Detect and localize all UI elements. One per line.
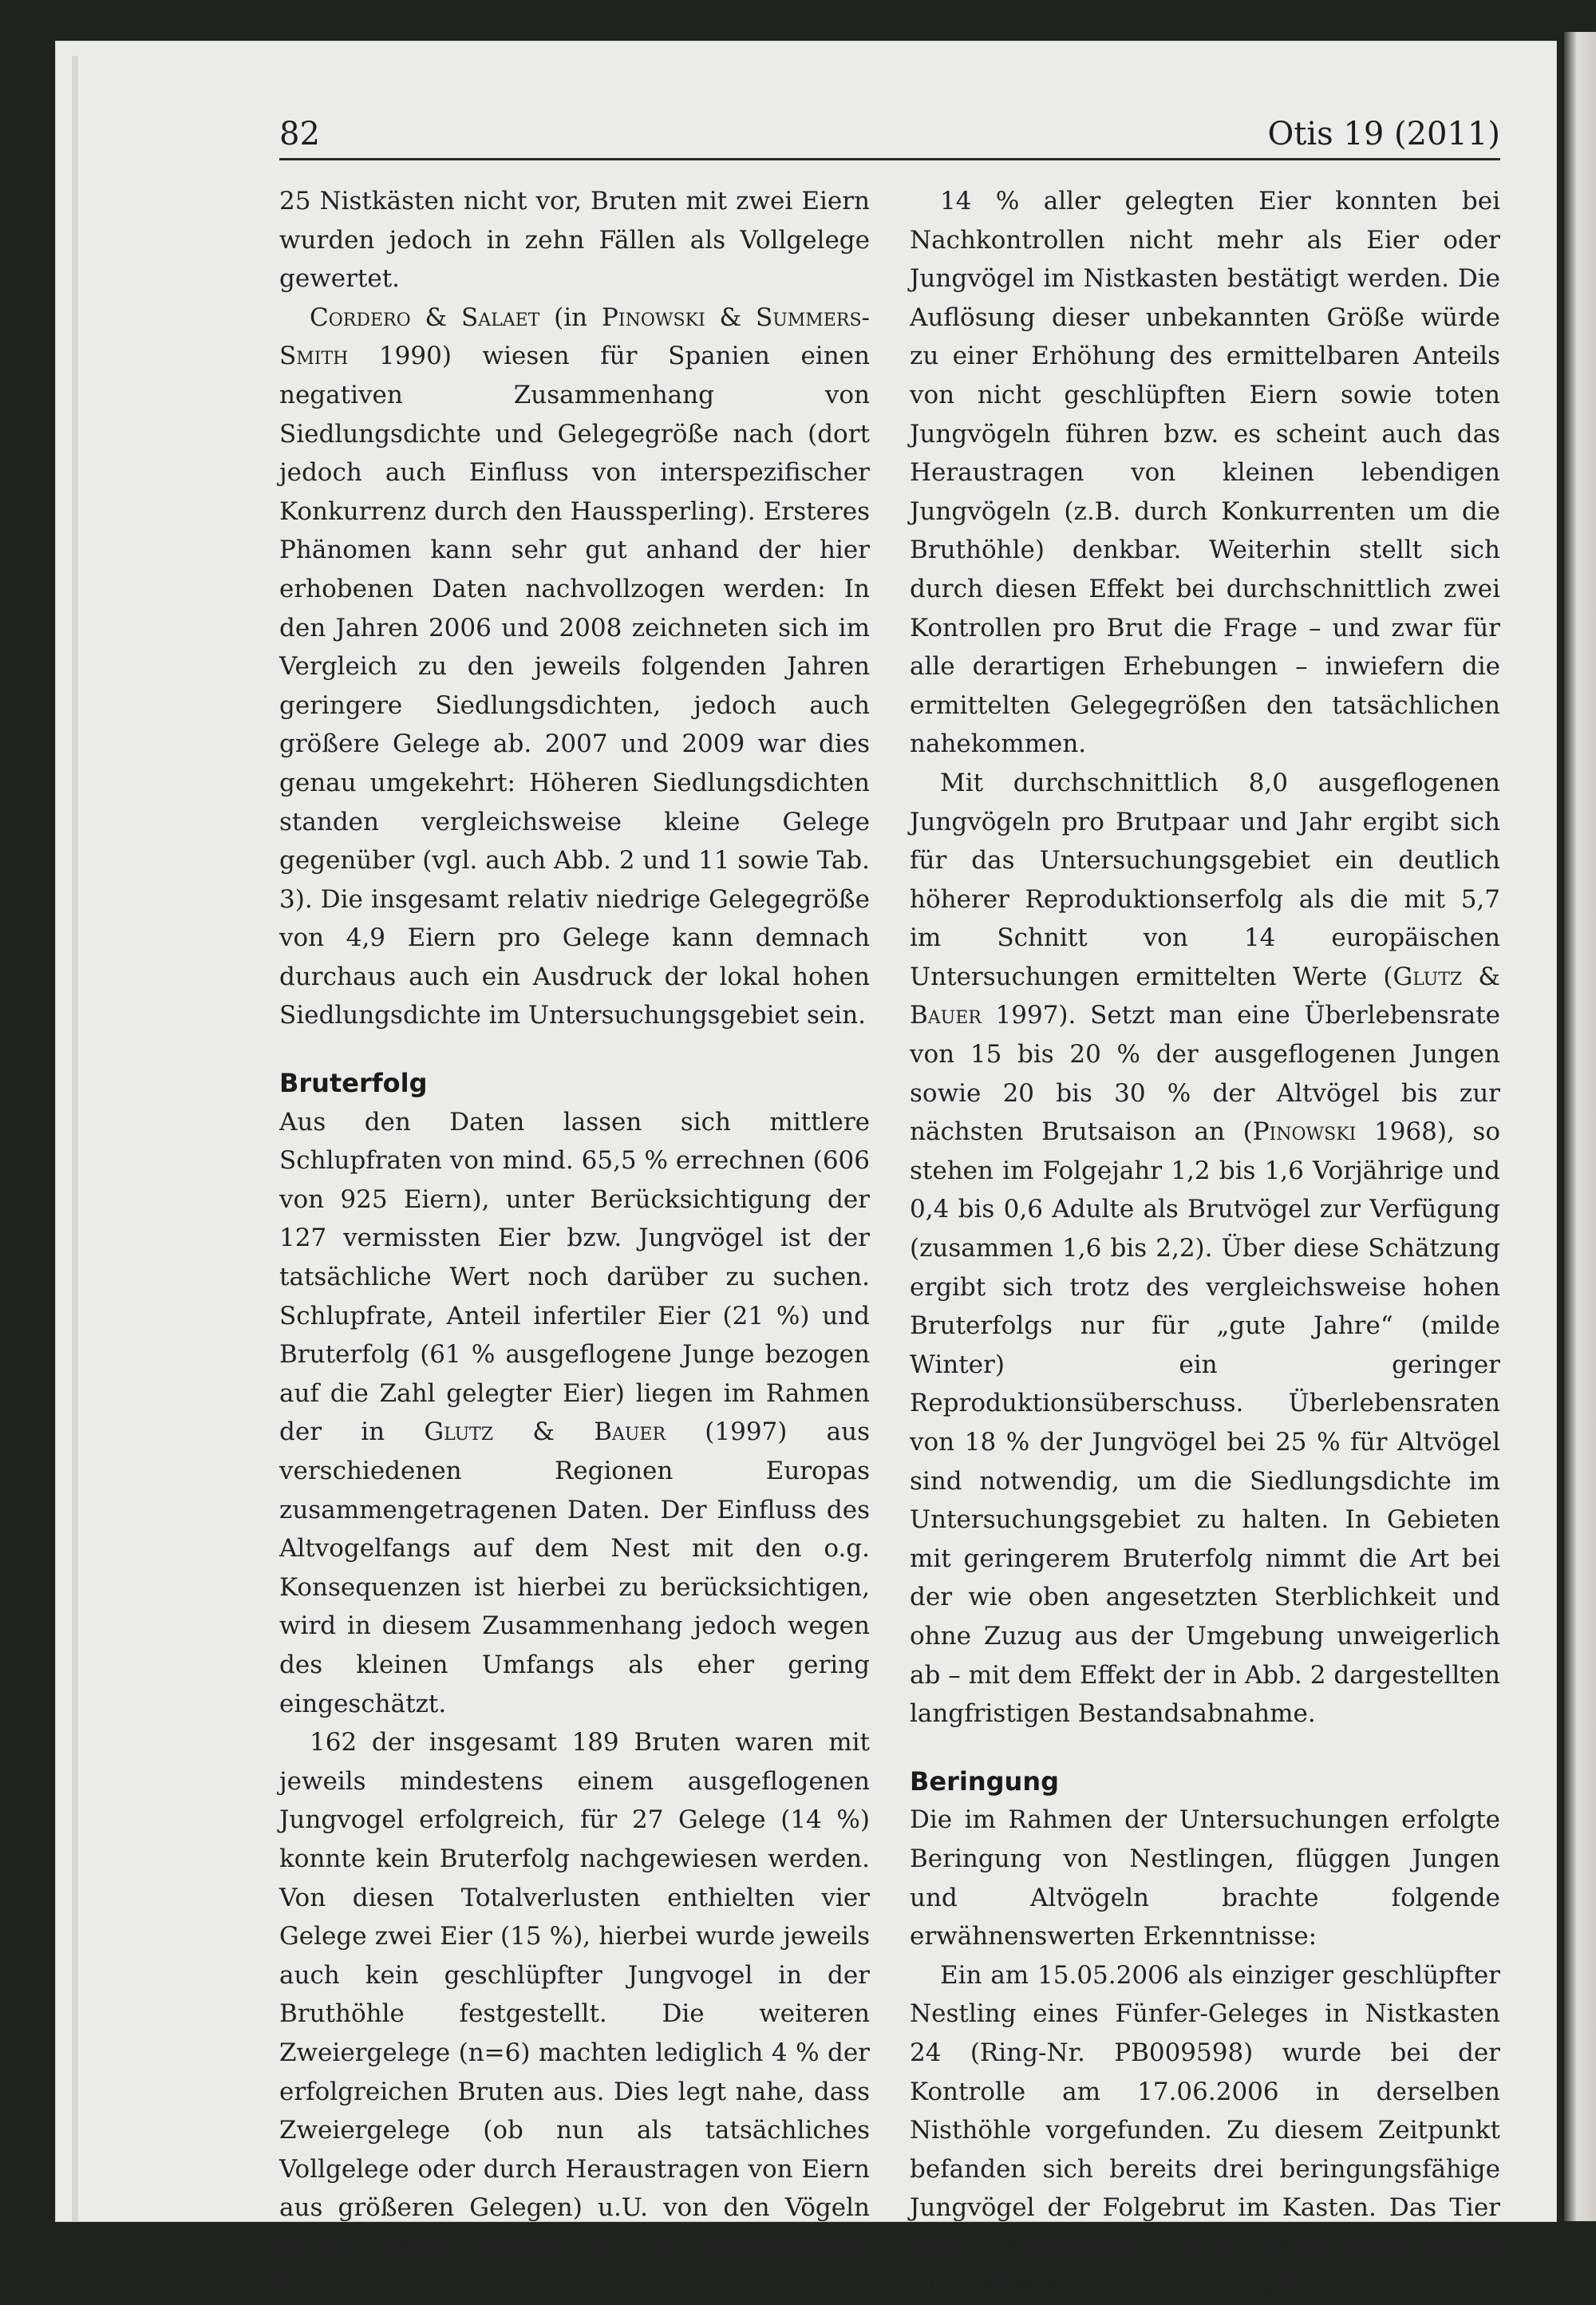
paragraph: 162 der insgesamt 189 Bruten waren mit jeweils mindestens einem ausgeflogenen Jungvogel erfolgreich, für 27 Gelege (14 %) konnte kein Bruterfolg nachgewiesen werden. Von diesen Totalverlusten enthielten vier Gelege zwei Eier (15 %), hierbei wurde jeweils auch kein geschlüpfter Jungvogel in der Bruthöhle festgestellt. Die weiteren Zweiergelege (n=6) machten lediglich 4 % der erfolgreichen Bruten aus. Dies legt nahe, dass Zweiergelege (ob nun als tatsächliches Vollgelege oder durch Heraustragen von Eiern aus größeren Gelegen) u.U. von den Vögeln selbst nicht immer als zu bebrütendes Vollgelege akzeptiert werden. (279, 1728, 870, 2300)
author-name: Glutz (1393, 962, 1463, 991)
author-name: Pinowski (602, 302, 705, 332)
text-run: 1990) wiesen für Spanien einen negativen Zusammenhang von Siedlungsdichte und Gelegegröße nach (dort jedoch auch Einfluss von interspezifischer Konkurrenz durch den Haussperling). Ersteres Phänomen kann sehr gut anhand der hier erhobenen Daten nachvollzogen werden: In den Jahren 2006 und 2008 zeichneten sich im Vergleich zu den jeweils folgenden Jahren geringere Siedlungsdichten, jedoch auch größere Gelege ab. 2007 und 2009 war dies genau umgekehrt: Höheren Siedlungsdichten standen vergleichsweise kleine Gelege gegenüber (vgl. auch Abb. 2 und 11 sowie Tab. 3). Die insgesamt relativ niedrige Gelegegröße von 4,9 Eiern pro Gelege kann demnach durchaus auch ein Ausdruck der lokal hohen Siedlungsdichte im Untersuchungsgebiet sein. (279, 342, 870, 1030)
author-name: Bauer (910, 1001, 982, 1030)
text-run: Mit durchschnittlich 8,0 ausgeflogenen Jungvögeln pro Brutpaar und Jahr ergibt sich für das Untersuchungsgebiet ein deutlich höherer Reproduktionserfolg als die mit 5,7 im Schnitt von 14 europäischen Untersuchungen ermittelten Werte ( (910, 768, 1500, 991)
header-rule (279, 158, 1500, 160)
text-run: Ein am 15.05.2006 als einziger geschlüpfter Nestling eines Fünfer-Geleges in Nistkasten 24 (Ring-Nr. PB009598) wurde bei der Kontrolle am 17.06.2006 in derselben Nisthöhle vorgefunden. Zu diesem Zeitpunkt befanden sich bereits drei beringungsfähige Jungvögel der Folgebrut im Kasten. Das Tier war voll flugfähig. (910, 1960, 1500, 2261)
paragraph (279, 299, 870, 1035)
text-run: & (493, 1417, 595, 1447)
paragraph: 25 Nistkästen nicht vor, Bruten mit zwei Eiern wurden jedoch in zehn Fällen als Vollgelege gewertet. (279, 187, 870, 294)
paragraph (279, 1103, 870, 1724)
author-name: Bauer (594, 1417, 666, 1447)
facing-page-edge (1564, 32, 1596, 2221)
text-run: (1997) aus verschiedenen Regionen Europas zusammengetragenen Daten. Der Einfluss des Altvogelfangs auf dem Nest mit den o.g. Konsequenzen ist hierbei zu berücksichtigen, wird in diesem Zusammenhang jedoch wegen des kleinen Umfangs als eher gering eingeschätzt. (279, 1417, 870, 1718)
text-run: 1997). Setzt man eine Überlebensrate von 15 bis 20 % der ausgeflogenen Jungen sowie 20 bis 30 % der Altvögel bis zur nächsten Brutsaison an ( (910, 1001, 1500, 1147)
left-column (279, 182, 870, 2305)
text-run: & (1462, 962, 1500, 991)
text-run: Aus den Daten lassen sich mittlere Schlupfraten von mind. 65,5 % errechnen (606 von 925 Eiern), unter Berücksichtigung der 127 vermissten Eier bzw. Jungvögel ist der tatsächliche Wert noch darüber zu suchen. Schlupfrate, Anteil infertiler Eier (21 %) und Bruterfolg (61 % ausgeflogene Junge bezogen auf die Zahl gelegter Eier) liegen im Rahmen der in (279, 1107, 870, 1447)
paragraph: Die im Rahmen der Untersuchungen erfolgte Beringung von Nestlingen, flüggen Jungen und Altvögeln brachte folgende erwähnenswerten Erkenntnisse: (910, 1805, 1500, 1951)
author-name: Deckert (1161, 2232, 1258, 2261)
page-edge (72, 56, 78, 2221)
page-number: 82 (279, 116, 320, 152)
text-run: & (410, 302, 461, 332)
author-name: Salaet (460, 302, 540, 332)
journal-citation: Otis 19 (2011) (1267, 116, 1500, 152)
text-run: 1968), so stehen im Folgejahr 1,2 bis 1,6 Vorjährige und 0,4 bis 0,6 Adulte als Brutvögel zur Verfügung (zusammen 1,6 bis 2,2). Über diese Schätzung ergibt sich trotz des vergleichsweise hohen Bruterfolgs nur für „gute Jahre“ (milde Winter) ein geringer Reproduktionsüberschuss. Überlebensraten von 18 % der Jungvögel bei 25 % für Altvögel sind notwendig, um die Siedlungsdichte im Untersuchungsgebiet zu halten. In Gebieten mit geringerem Bruterfolg nimmt die Art bei der wie oben angesetzten Sterblichkeit und ohne Zuzug aus der Umgebung unweigerlich ab – mit dem Effekt der in Abb. 2 dargestellten langfristigen Bestandsabnahme. (910, 1117, 1500, 1729)
paragraph (910, 764, 1500, 1734)
author-name: Cordero (310, 302, 411, 332)
section-heading-beringung: Beringung (910, 1765, 1059, 1797)
author-name: Summers-Smith (279, 302, 871, 371)
right-column (910, 182, 1500, 2305)
section-heading-bruterfolg: Bruterfolg (279, 1068, 428, 1099)
paragraph (910, 1956, 1500, 2305)
running-header (279, 112, 1500, 156)
text-run: (in (539, 302, 602, 332)
paragraph: 14 % aller gelegten Eier konnten bei Nachkontrollen nicht mehr als Eier oder Jungvögel im Nistkasten bestätigt werden. Die Auflösung dieser unbekannten Größe würde zu einer Erhöhung des ermittelbaren Anteils von nicht geschlüpften Eiern sowie toten Jungvögeln führen bzw. es scheint auch das Heraustragen von kleinen lebendigen Jungvögeln (z.B. durch Konkurrenten um die Bruthöhle) denkbar. Weiterhin stellt sich durch diesen Effekt bei durchschnittlich zwei Kontrollen pro Brut die Frage – und zwar für alle derartigen Erhebungen – inwiefern die ermittelten Gelegegrößen den tatsächlichen nahekommen. (910, 187, 1500, 759)
author-name: Pinowski (1252, 1117, 1357, 1147)
text-run: & (705, 302, 756, 332)
author-name: Glutz (424, 1417, 494, 1447)
text-run: (1962) beschreibt einen Fall, bei dem ein in der Entwick- (910, 2232, 1500, 2300)
